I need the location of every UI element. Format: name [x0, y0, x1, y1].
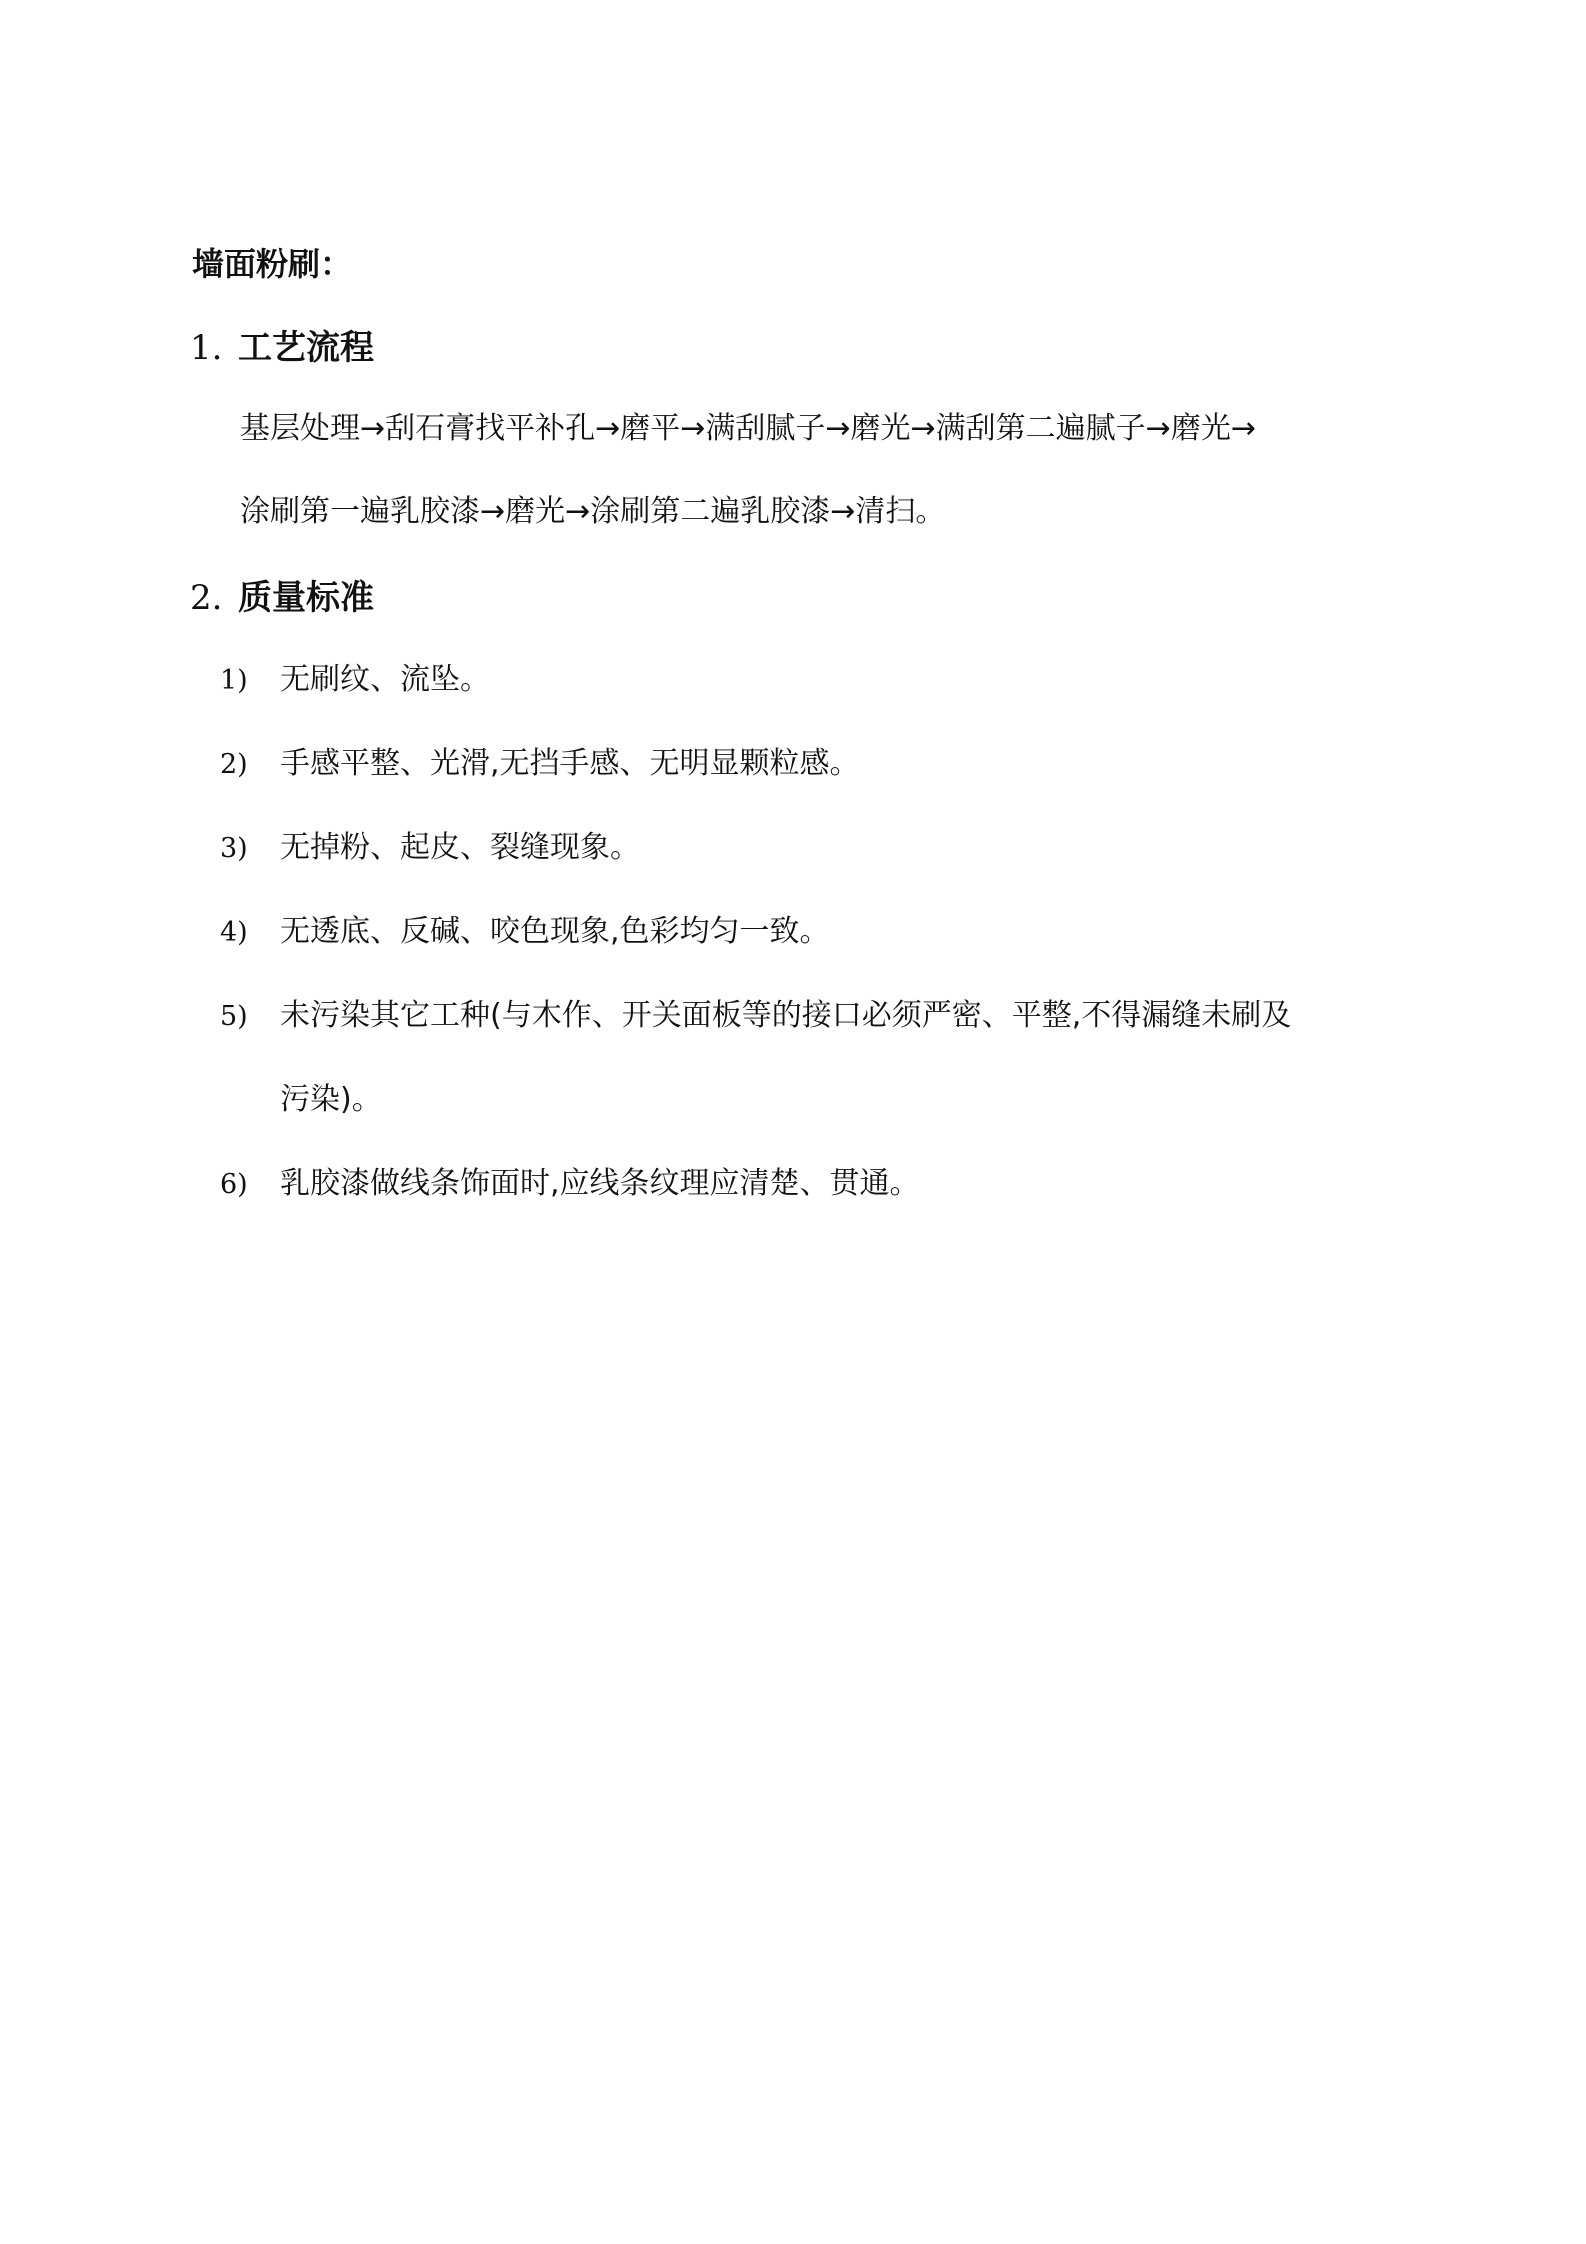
list-item-text: 无透底、反碱、咬色现象,色彩均匀一致。: [280, 914, 830, 949]
list-marker: 4): [220, 917, 248, 948]
section-number: 2.: [190, 578, 223, 618]
section-title: 工艺流程: [238, 328, 374, 368]
section-heading-quality: [190, 572, 374, 624]
process-flow-line-1: 基层处理→刮石膏找平补孔→磨平→满刮腻子→磨光→满刮第二遍腻子→磨光→: [240, 411, 1256, 446]
quality-item-5: [220, 992, 1291, 1041]
list-item-text: 无掉粉、起皮、裂缝现象。: [280, 830, 640, 865]
list-item-text: 未污染其它工种(与木作、开关面板等的接口必须严密、平整,不得漏缝未刷及: [280, 998, 1292, 1033]
section-title: 质量标准: [238, 578, 374, 618]
list-item-text: 手感平整、光滑,无挡手感、无明显颗粒感。: [280, 746, 860, 781]
quality-item-4: [220, 908, 830, 957]
document-title: 墙面粉刷：: [192, 245, 353, 283]
list-marker: 6): [220, 1169, 248, 1200]
process-flow-line-2: 涂刷第一遍乳胶漆→磨光→涂刷第二遍乳胶漆→清扫。: [240, 494, 946, 529]
list-marker: 1): [220, 665, 248, 696]
list-item-text: 乳胶漆做线条饰面时,应线条纹理应清楚、贯通。: [280, 1166, 920, 1201]
list-item-text: 无刷纹、流坠。: [280, 662, 490, 697]
section-number: 1.: [190, 328, 223, 368]
list-marker: 3): [220, 833, 248, 864]
quality-item-2: [220, 740, 860, 789]
quality-item-3: [220, 824, 640, 873]
quality-item-1: [220, 656, 490, 705]
quality-item-6: [220, 1160, 920, 1209]
list-marker: 2): [220, 749, 248, 780]
quality-item-5-continuation: 污染)。: [280, 1082, 382, 1117]
section-heading-process: [190, 322, 374, 374]
list-marker: 5): [220, 1001, 248, 1032]
